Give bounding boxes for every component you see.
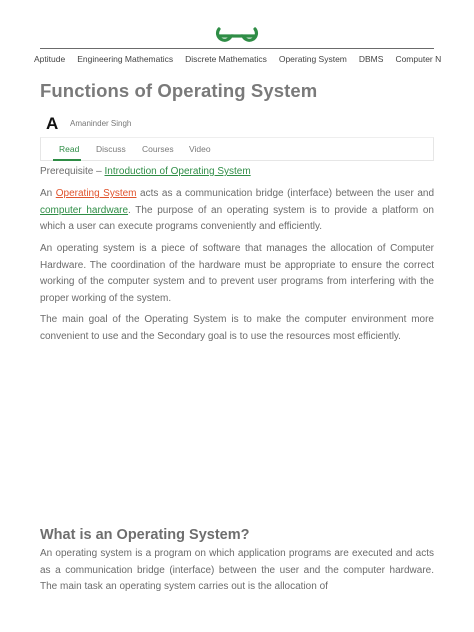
paragraph-4: An operating system is a program on which application programs are executed and acts as a communication bridge (interface) between the user and the computer hardware. The main task an operating system carries out is the allocation of [40,548,434,593]
tab-courses[interactable]: Courses [142,144,174,154]
gfg-logo[interactable] [213,24,261,46]
p1-suffix: . The purpose of an operating system is to provide a platform on which a user can execute programs conveniently and efficiently. [40,204,434,233]
p1-prefix: An [40,188,56,199]
nav-item-dbms[interactable]: DBMS [358,54,384,64]
page-title: Functions of Operating System [40,80,318,101]
author-name[interactable]: Amaninder Singh [70,119,132,128]
nav-item-aptitude[interactable]: Aptitude [34,54,66,64]
p1-mid: acts as a communication bridge (interface) between the user and [136,188,435,199]
nav-item-operating-system[interactable]: Operating System [278,54,347,64]
active-tab-indicator [53,159,81,161]
nav-item-discrete-mathematics[interactable]: Discrete Mathematics [185,54,267,64]
tab-read[interactable]: Read [59,144,80,154]
nav-item-computer-networks[interactable]: Computer N [395,54,442,64]
section-heading: What is an Operating System? [40,527,250,543]
tab-video[interactable]: Video [189,144,211,154]
tab-discuss[interactable]: Discuss [96,144,126,154]
article-tabs [40,137,434,161]
prerequisite-line [40,166,251,177]
nav-item-engineering-mathematics[interactable]: Engineering Mathematics [77,54,174,64]
prerequisite-link[interactable]: Introduction of Operating System [104,166,251,177]
prerequisite-label: Prerequisite – [40,166,105,177]
topic-nav [34,48,442,69]
author-row [40,114,434,134]
paragraph-3: The main goal of the Operating System is to make the computer environment more convenient to use and the Secondary goal is to use the resources most efficiently. [40,314,434,342]
operating-system-link[interactable]: Operating System [55,188,137,199]
computer-hardware-link[interactable]: computer hardware [40,204,129,216]
paragraph-2: An operating system is a piece of software that manages the allocation of Computer Hardware. The coordination of the hardware must be appropriate to ensure the correct working of the computer system and to prevent user programs from interfering with the proper working of the system. [40,243,434,304]
avatar[interactable]: A [46,114,59,133]
intro-paragraph [40,186,434,236]
